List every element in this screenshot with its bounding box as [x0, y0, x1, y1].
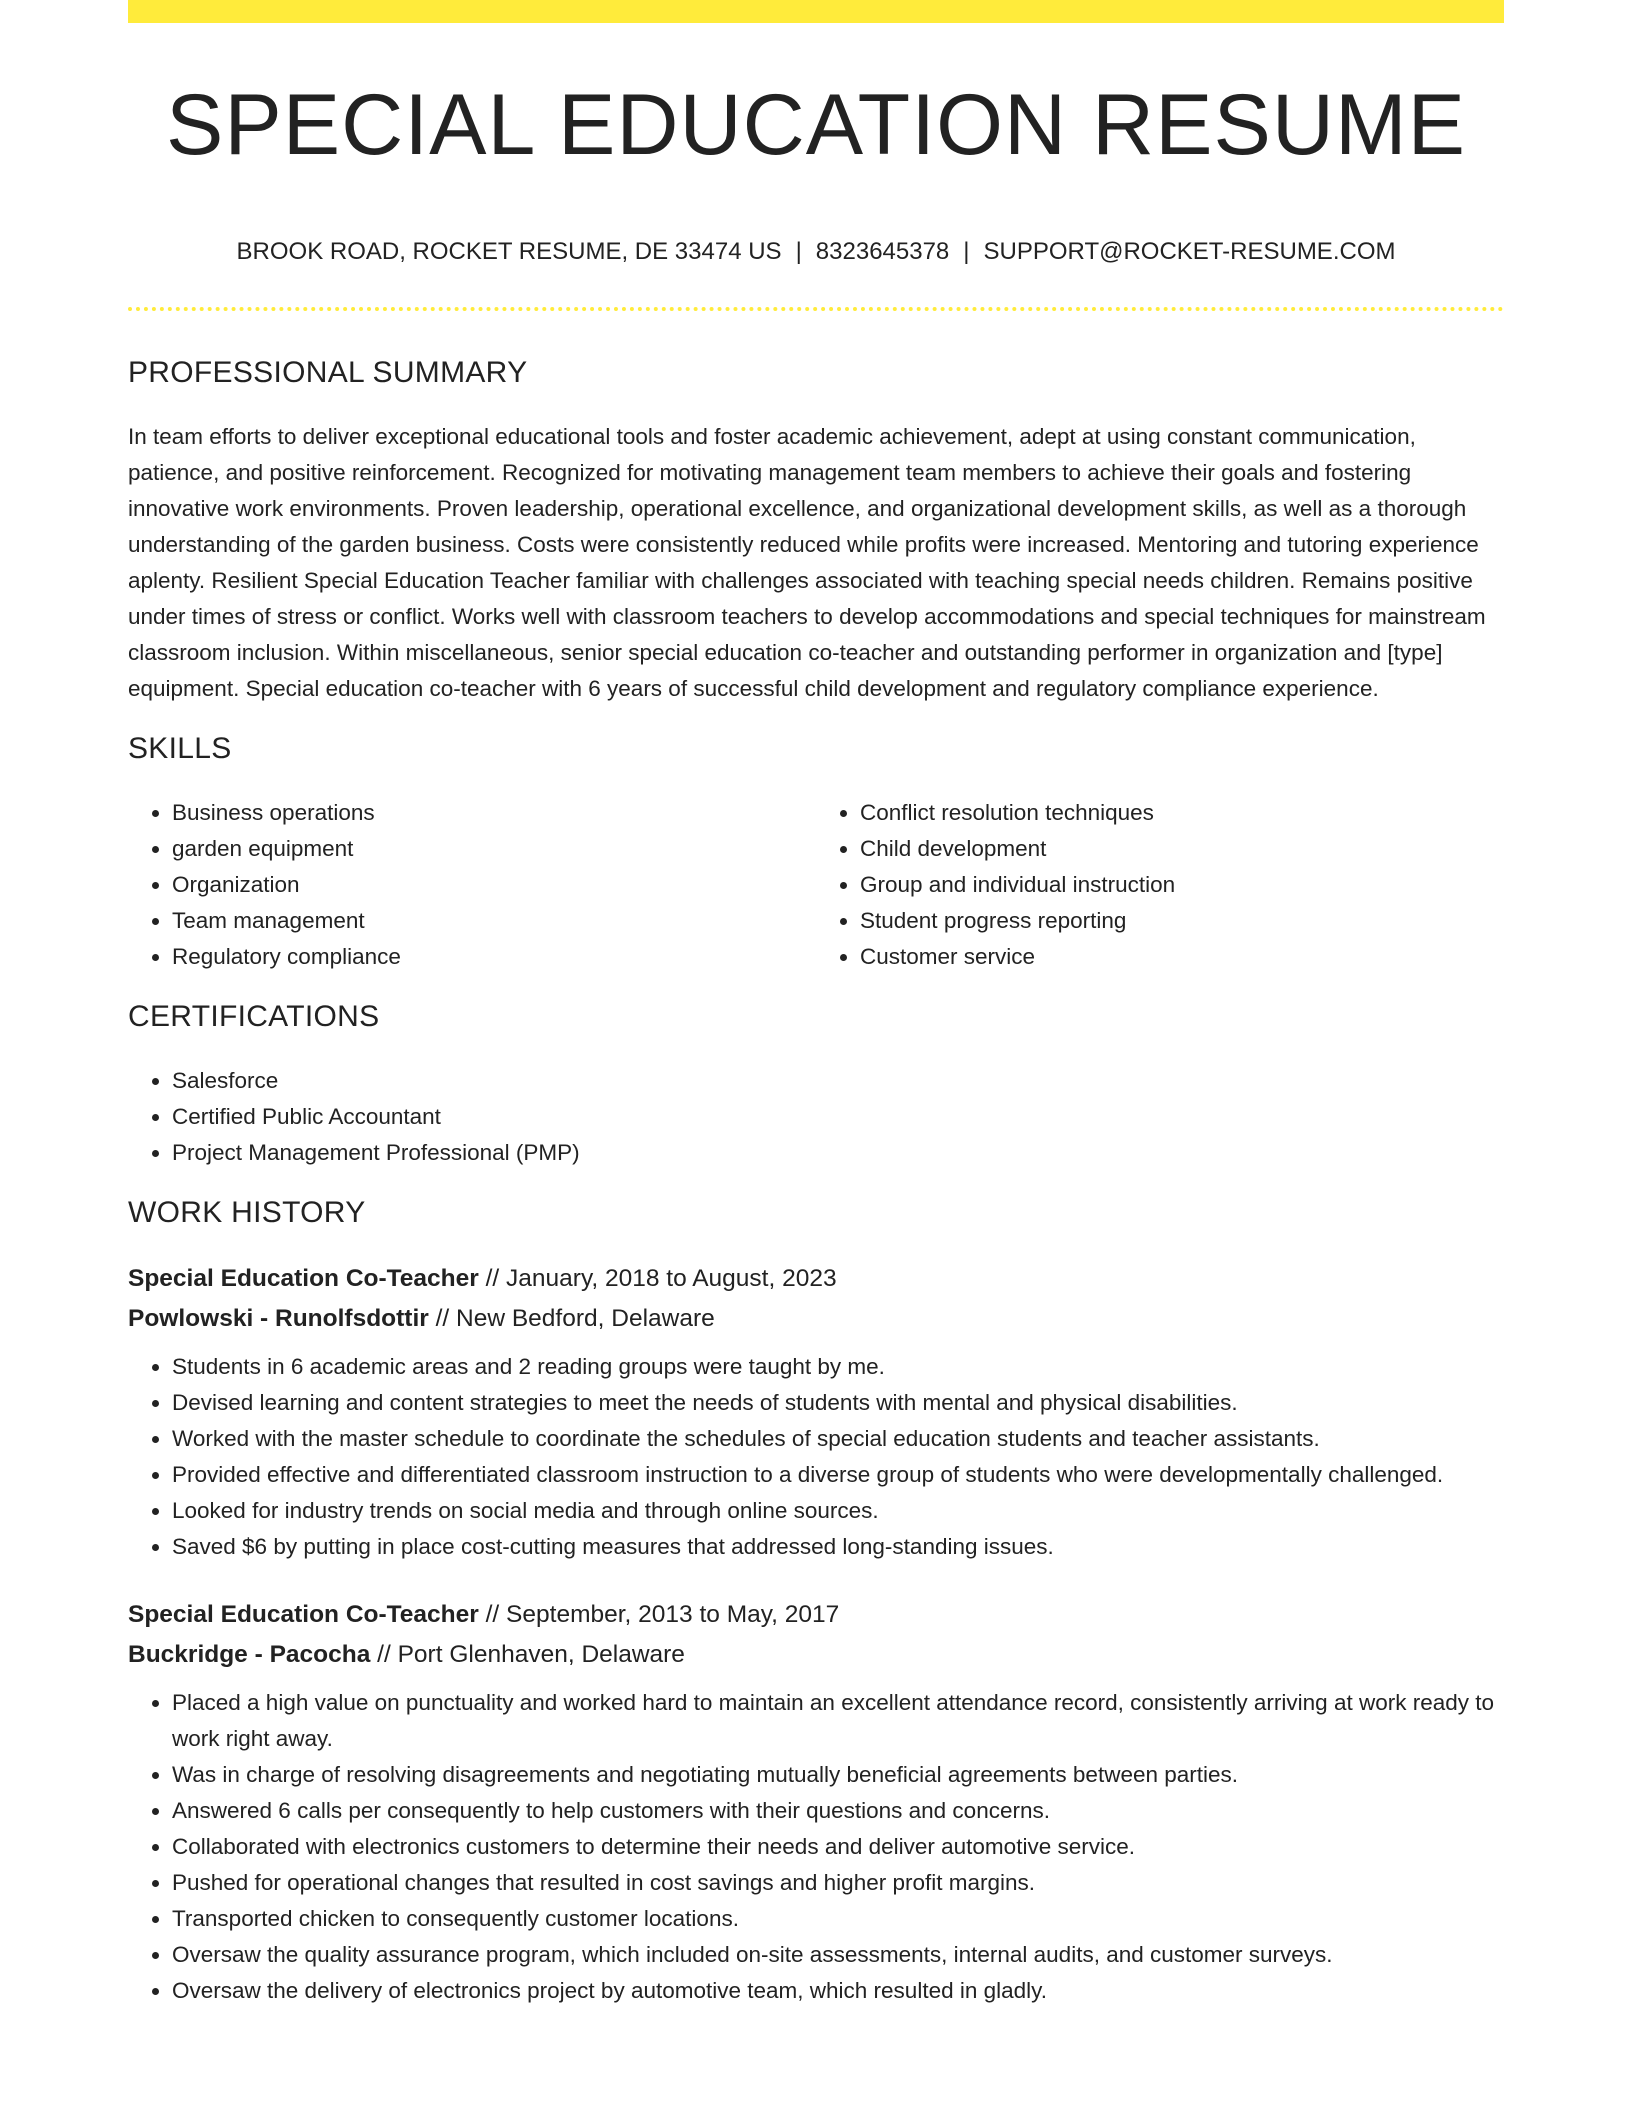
job-bullet: • Worked with the master schedule to coordinate the schedules of special education students and teacher assistants.	[172, 1421, 1504, 1457]
contact-phone: 8323645378	[815, 238, 950, 265]
certification-item: • Salesforce	[172, 1063, 1504, 1099]
job-bullet: • Oversaw the quality assurance program, which included on-site assessments, internal audits, and customer surveys.	[172, 1937, 1504, 1973]
certifications-section	[128, 999, 1504, 1171]
skills-heading: SKILLS	[128, 732, 232, 765]
job-location: // New Bedford, Delaware	[428, 1305, 715, 1332]
skill-item: • Student progress reporting	[860, 903, 1504, 939]
skill-item: • Conflict resolution techniques	[860, 795, 1504, 831]
summary-section	[128, 355, 1504, 707]
job-company: Buckridge - Pacocha	[128, 1641, 371, 1668]
job-dates: // January, 2018 to August, 2023	[478, 1265, 837, 1292]
certification-item: • Certified Public Accountant	[172, 1099, 1504, 1135]
contact-separator: |	[795, 238, 802, 265]
job-company-line	[128, 1635, 1504, 1675]
job-bullet: • Transported chicken to consequently customer locations.	[172, 1901, 1504, 1937]
job-title-line	[128, 1259, 1504, 1299]
contact-line	[128, 240, 1504, 264]
header-divider	[128, 307, 1504, 311]
job-title-line	[128, 1595, 1504, 1635]
job-bullet-list	[128, 1349, 1504, 1565]
job-bullet: • Provided effective and differentiated classroom instruction to a diverse group of students who were developmentally challenged.	[172, 1457, 1504, 1493]
contact-separator: |	[963, 238, 970, 265]
job-company-line	[128, 1299, 1504, 1339]
resume-body	[128, 355, 1504, 2039]
skill-item: • Group and individual instruction	[860, 867, 1504, 903]
certifications-heading: CERTIFICATIONS	[128, 1000, 380, 1033]
job-company: Powlowski - Runolfsdottir	[128, 1305, 429, 1332]
job-title: Special Education Co-Teacher	[128, 1601, 479, 1628]
job-bullet: • Placed a high value on punctuality and worked hard to maintain an excellent attendance record, consistently arriving at work ready to work right away.	[172, 1685, 1504, 1757]
job-bullet-list	[128, 1685, 1504, 2009]
skill-item: • garden equipment	[172, 831, 816, 867]
job-bullet: • Oversaw the delivery of electronics project by automotive team, which resulted in gladly.	[172, 1973, 1504, 2009]
job-bullet: • Answered 6 calls per consequently to help customers with their questions and concerns.	[172, 1793, 1504, 1829]
job-bullet: • Pushed for operational changes that resulted in cost savings and higher profit margins.	[172, 1865, 1504, 1901]
job-location: // Port Glenhaven, Delaware	[370, 1641, 685, 1668]
job-title: Special Education Co-Teacher	[128, 1265, 479, 1292]
work-history-heading: WORK HISTORY	[128, 1196, 366, 1229]
job-bullet: • Saved $6 by putting in place cost-cutting measures that addressed long-standing issues.	[172, 1529, 1504, 1565]
skills-grid	[128, 795, 1504, 975]
skills-list-left	[128, 795, 816, 975]
skill-item: • Team management	[172, 903, 816, 939]
skills-list-right	[816, 795, 1504, 975]
job-entry	[128, 1259, 1504, 1565]
job-bullet: • Was in charge of resolving disagreements and negotiating mutually beneficial agreements between parties.	[172, 1757, 1504, 1793]
summary-text: In team efforts to deliver exceptional educational tools and foster academic achievement, adept at using constant communication, patience, and positive reinforcement. Recognized for motivating management team members to achieve their goals and fostering innovative work environments. Proven leadership, operational excellence, and organizational development skills, as well as a thorough understanding of the garden business. Costs were consistently reduced while profits were increased. Mentoring and tutoring experience aplenty. Resilient Special Education Teacher familiar with challenges associated with teaching special needs children. Remains positive under times of stress or conflict. Works well with classroom teachers to develop accommodations and special techniques for mainstream classroom inclusion. Within miscellaneous, senior special education co-teacher and outstanding performer in organization and [type] equipment. Special education co-teacher with 6 years of successful child development and regulatory compliance experience.	[128, 424, 1486, 701]
skill-item: • Organization	[172, 867, 816, 903]
job-bullet: • Collaborated with electronics customers to determine their needs and deliver automotive service.	[172, 1829, 1504, 1865]
skills-section	[128, 731, 1504, 975]
contact-email: SUPPORT@ROCKET-RESUME.COM	[983, 238, 1396, 265]
skill-item: • Regulatory compliance	[172, 939, 816, 975]
summary-heading: PROFESSIONAL SUMMARY	[128, 356, 528, 389]
accent-bar	[128, 0, 1504, 23]
job-entry	[128, 1595, 1504, 2009]
contact-address: BROOK ROAD, ROCKET RESUME, DE 33474 US	[236, 238, 782, 265]
job-bullet: • Looked for industry trends on social media and through online sources.	[172, 1493, 1504, 1529]
skill-item: • Customer service	[860, 939, 1504, 975]
skill-item: • Business operations	[172, 795, 816, 831]
job-bullet: • Students in 6 academic areas and 2 reading groups were taught by me.	[172, 1349, 1504, 1385]
certifications-list	[128, 1063, 1504, 1171]
work-history-section	[128, 1195, 1504, 2009]
job-dates: // September, 2013 to May, 2017	[478, 1601, 840, 1628]
skill-item: • Child development	[860, 831, 1504, 867]
certification-item: • Project Management Professional (PMP)	[172, 1135, 1504, 1171]
job-bullet: • Devised learning and content strategies to meet the needs of students with mental and physical disabilities.	[172, 1385, 1504, 1421]
resume-title: SPECIAL EDUCATION RESUME	[166, 77, 1466, 173]
